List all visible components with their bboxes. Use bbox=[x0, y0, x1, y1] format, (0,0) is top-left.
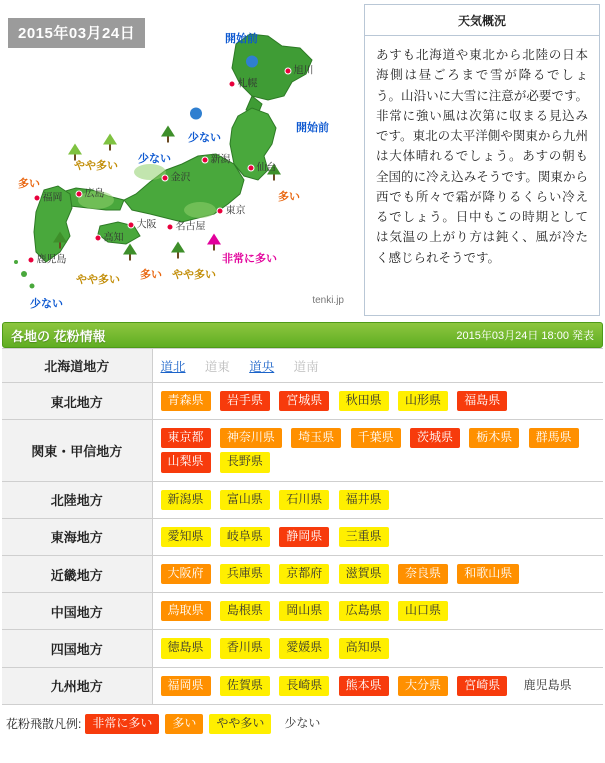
prefecture-chip[interactable]: 千葉県 bbox=[351, 428, 401, 448]
city-marker[interactable]: 高知 bbox=[95, 229, 124, 244]
city-dot-icon bbox=[285, 67, 292, 74]
region-label: 北海道地方 bbox=[2, 349, 152, 383]
prefecture-chip[interactable]: 茨城県 bbox=[410, 428, 460, 448]
prefecture-chip[interactable]: 高知県 bbox=[339, 638, 389, 658]
city-marker[interactable]: 福岡 bbox=[34, 189, 63, 204]
city-dot-icon bbox=[34, 194, 41, 201]
prefecture-chip[interactable]: 三重県 bbox=[339, 527, 389, 547]
prefecture-chip[interactable]: 徳島県 bbox=[161, 638, 211, 658]
table-row bbox=[2, 667, 603, 704]
region-label: 北陸地方 bbox=[2, 481, 152, 518]
city-marker[interactable]: 新潟 bbox=[202, 151, 231, 166]
map-credit: tenki.jp bbox=[312, 295, 344, 306]
city-marker[interactable]: 金沢 bbox=[162, 169, 191, 184]
city-marker[interactable]: 札幌 bbox=[229, 75, 258, 90]
region-label: 東北地方 bbox=[2, 383, 152, 420]
map-area-label: 少ない bbox=[30, 298, 63, 310]
city-marker[interactable]: 名古屋 bbox=[167, 218, 206, 233]
prefecture-chip[interactable]: 新潟県 bbox=[161, 490, 211, 510]
table-row bbox=[2, 593, 603, 630]
region-label: 関東・甲信地方 bbox=[2, 420, 152, 481]
prefecture-chip[interactable]: 愛媛県 bbox=[279, 638, 329, 658]
map-area-label: やや多い bbox=[74, 160, 118, 172]
pollen-marker-icon bbox=[52, 232, 68, 253]
prefecture-chip[interactable]: 佐賀県 bbox=[220, 676, 270, 696]
prefecture-cells bbox=[152, 555, 603, 592]
prefecture-chip[interactable]: 青森県 bbox=[161, 391, 211, 411]
prefecture-chip[interactable]: 岩手県 bbox=[220, 391, 270, 411]
sidebar-item-dohoku[interactable]: 道北 bbox=[160, 359, 186, 374]
city-dot-icon bbox=[167, 223, 174, 230]
city-dot-icon bbox=[248, 164, 255, 171]
sidebar-item-donan: 道南 bbox=[293, 359, 319, 374]
city-dot-icon bbox=[202, 156, 209, 163]
city-dot-icon bbox=[229, 80, 236, 87]
city-dot-icon bbox=[95, 234, 102, 241]
prefecture-cells bbox=[152, 518, 603, 555]
legend-chip-many: 多い bbox=[165, 714, 203, 734]
pollen-marker-icon bbox=[122, 244, 138, 265]
prefecture-chip[interactable]: 大阪府 bbox=[161, 564, 211, 584]
map-area-label: 開始前 bbox=[296, 122, 329, 134]
pollen-section-header bbox=[2, 322, 603, 348]
prefecture-cells bbox=[152, 593, 603, 630]
map-area-label: 少ない bbox=[188, 132, 221, 144]
map-area-label: 多い bbox=[278, 191, 300, 203]
map-date-badge: 2015年03月24日 bbox=[8, 18, 145, 48]
prefecture-chip[interactable]: 群馬県 bbox=[529, 428, 579, 448]
city-marker[interactable]: 大阪 bbox=[128, 216, 157, 231]
city-marker[interactable]: 広島 bbox=[76, 185, 105, 200]
pollen-marker-icon bbox=[206, 234, 222, 255]
map-area-label: 多い bbox=[140, 269, 162, 281]
prefecture-chip[interactable]: 香川県 bbox=[220, 638, 270, 658]
prefecture-chip[interactable]: 岡山県 bbox=[279, 601, 329, 621]
prefecture-chip[interactable]: 山口県 bbox=[398, 601, 448, 621]
japan-pollen-map[interactable] bbox=[0, 4, 360, 316]
prefecture-cells bbox=[152, 420, 603, 481]
map-area-label: 多い bbox=[18, 178, 40, 190]
prefecture-chip[interactable]: 愛知県 bbox=[161, 527, 211, 547]
prefecture-chip[interactable]: 神奈川県 bbox=[220, 428, 282, 448]
prefecture-chip[interactable]: 石川県 bbox=[279, 490, 329, 510]
prefecture-chip[interactable]: 福井県 bbox=[339, 490, 389, 510]
pollen-table bbox=[2, 348, 603, 705]
pollen-section-title: 各地の 花粉情報 bbox=[11, 328, 106, 344]
city-marker[interactable]: 仙台 bbox=[248, 159, 277, 174]
region-label: 東海地方 bbox=[2, 518, 152, 555]
prefecture-chip[interactable]: 大分県 bbox=[398, 676, 448, 696]
prefecture-chip[interactable]: 熊本県 bbox=[339, 676, 389, 696]
pollen-marker-icon bbox=[189, 107, 203, 126]
weather-summary-title: 天気概況 bbox=[365, 5, 599, 36]
weather-summary-body: あすも北海道や東北から北陸の日本海側は昼ごろまで雪が降るでしょう。山沿いに大雪に注意が必要です。非常に強い風は次第に収まる見込みです。東北の太平洋側や関東から九州は大体晴れるでしょう。あすの朝も全国的に冷え込みそうです。関東から西でも所々で霜が降りるくらい冷えるでしょう。日中もこの時期としては気温の上がり方は鈍く、風が冷たく感じられそうです。 bbox=[376, 48, 588, 265]
pollen-marker-icon bbox=[245, 55, 259, 74]
prefecture-chip[interactable]: 東京都 bbox=[161, 428, 211, 448]
prefecture-chip[interactable]: 宮城県 bbox=[279, 391, 329, 411]
prefecture-cells bbox=[152, 481, 603, 518]
prefecture-chip[interactable]: 岐阜県 bbox=[220, 527, 270, 547]
pollen-published-time: 2015年03月24日 18:00 発表 bbox=[456, 330, 594, 342]
prefecture-chip[interactable]: 広島県 bbox=[339, 601, 389, 621]
prefecture-chip[interactable]: 鳥取県 bbox=[161, 601, 211, 621]
prefecture-chip[interactable]: 鹿児島県 bbox=[517, 676, 579, 696]
map-area-label: 非常に多い bbox=[222, 253, 277, 265]
prefecture-chip[interactable]: 和歌山県 bbox=[457, 564, 519, 584]
prefecture-cells bbox=[152, 667, 603, 704]
region-label: 中国地方 bbox=[2, 593, 152, 630]
legend-chip-few: 少ない bbox=[277, 714, 327, 734]
prefecture-chip[interactable]: 兵庫県 bbox=[220, 564, 270, 584]
sidebar-item-doo[interactable]: 道央 bbox=[249, 359, 275, 374]
region-label: 近畿地方 bbox=[2, 555, 152, 592]
table-row bbox=[2, 420, 603, 481]
legend-chip-some: やや多い bbox=[209, 714, 271, 734]
city-marker[interactable]: 旭川 bbox=[285, 62, 314, 77]
pollen-marker-icon bbox=[170, 242, 186, 263]
table-row bbox=[2, 555, 603, 592]
table-row bbox=[2, 481, 603, 518]
prefecture-chip[interactable]: 京都府 bbox=[279, 564, 329, 584]
map-area-label: やや多い bbox=[76, 274, 120, 286]
prefecture-chip[interactable]: 宮崎県 bbox=[457, 676, 507, 696]
city-marker[interactable]: 東京 bbox=[217, 202, 246, 217]
prefecture-chip[interactable]: 福島県 bbox=[457, 391, 507, 411]
city-dot-icon bbox=[128, 221, 135, 228]
prefecture-chip[interactable]: 静岡県 bbox=[279, 527, 329, 547]
legend-chip-very-many: 非常に多い bbox=[85, 714, 159, 734]
table-row bbox=[2, 349, 603, 383]
prefecture-chip[interactable]: 山梨県 bbox=[161, 452, 211, 472]
sidebar-item-doto: 道東 bbox=[204, 359, 230, 374]
prefecture-chip[interactable]: 福岡県 bbox=[161, 676, 211, 696]
prefecture-chip[interactable]: 栃木県 bbox=[469, 428, 519, 448]
city-marker[interactable]: 鹿児島 bbox=[28, 251, 67, 266]
region-label: 九州地方 bbox=[2, 667, 152, 704]
map-area-label: 少ない bbox=[138, 153, 171, 165]
city-dot-icon bbox=[28, 256, 35, 263]
prefecture-chip[interactable]: 埼玉県 bbox=[291, 428, 341, 448]
prefecture-chip[interactable]: 島根県 bbox=[220, 601, 270, 621]
pollen-legend bbox=[0, 705, 605, 746]
table-row bbox=[2, 518, 603, 555]
prefecture-chip[interactable]: 長野県 bbox=[220, 452, 270, 472]
prefecture-chip[interactable]: 滋賀県 bbox=[339, 564, 389, 584]
city-dot-icon bbox=[76, 190, 83, 197]
city-dot-icon bbox=[162, 174, 169, 181]
prefecture-chip[interactable]: 秋田県 bbox=[339, 391, 389, 411]
prefecture-chip[interactable]: 長崎県 bbox=[279, 676, 329, 696]
region-label: 四国地方 bbox=[2, 630, 152, 667]
city-dot-icon bbox=[217, 207, 224, 214]
weather-summary-panel bbox=[364, 4, 600, 316]
prefecture-chip[interactable]: 富山県 bbox=[220, 490, 270, 510]
map-area-label: 開始前 bbox=[225, 33, 258, 45]
map-area-label: やや多い bbox=[172, 269, 216, 281]
prefecture-chip[interactable]: 山形県 bbox=[398, 391, 448, 411]
hokkaido-subregion-links bbox=[152, 349, 603, 383]
prefecture-cells bbox=[152, 630, 603, 667]
table-row bbox=[2, 383, 603, 420]
prefecture-cells bbox=[152, 383, 603, 420]
pollen-marker-icon bbox=[102, 134, 118, 155]
prefecture-chip[interactable]: 奈良県 bbox=[398, 564, 448, 584]
pollen-marker-icon bbox=[160, 126, 176, 147]
table-row bbox=[2, 630, 603, 667]
top-section bbox=[0, 0, 605, 318]
legend-label: 花粉飛散凡例: bbox=[6, 717, 82, 732]
